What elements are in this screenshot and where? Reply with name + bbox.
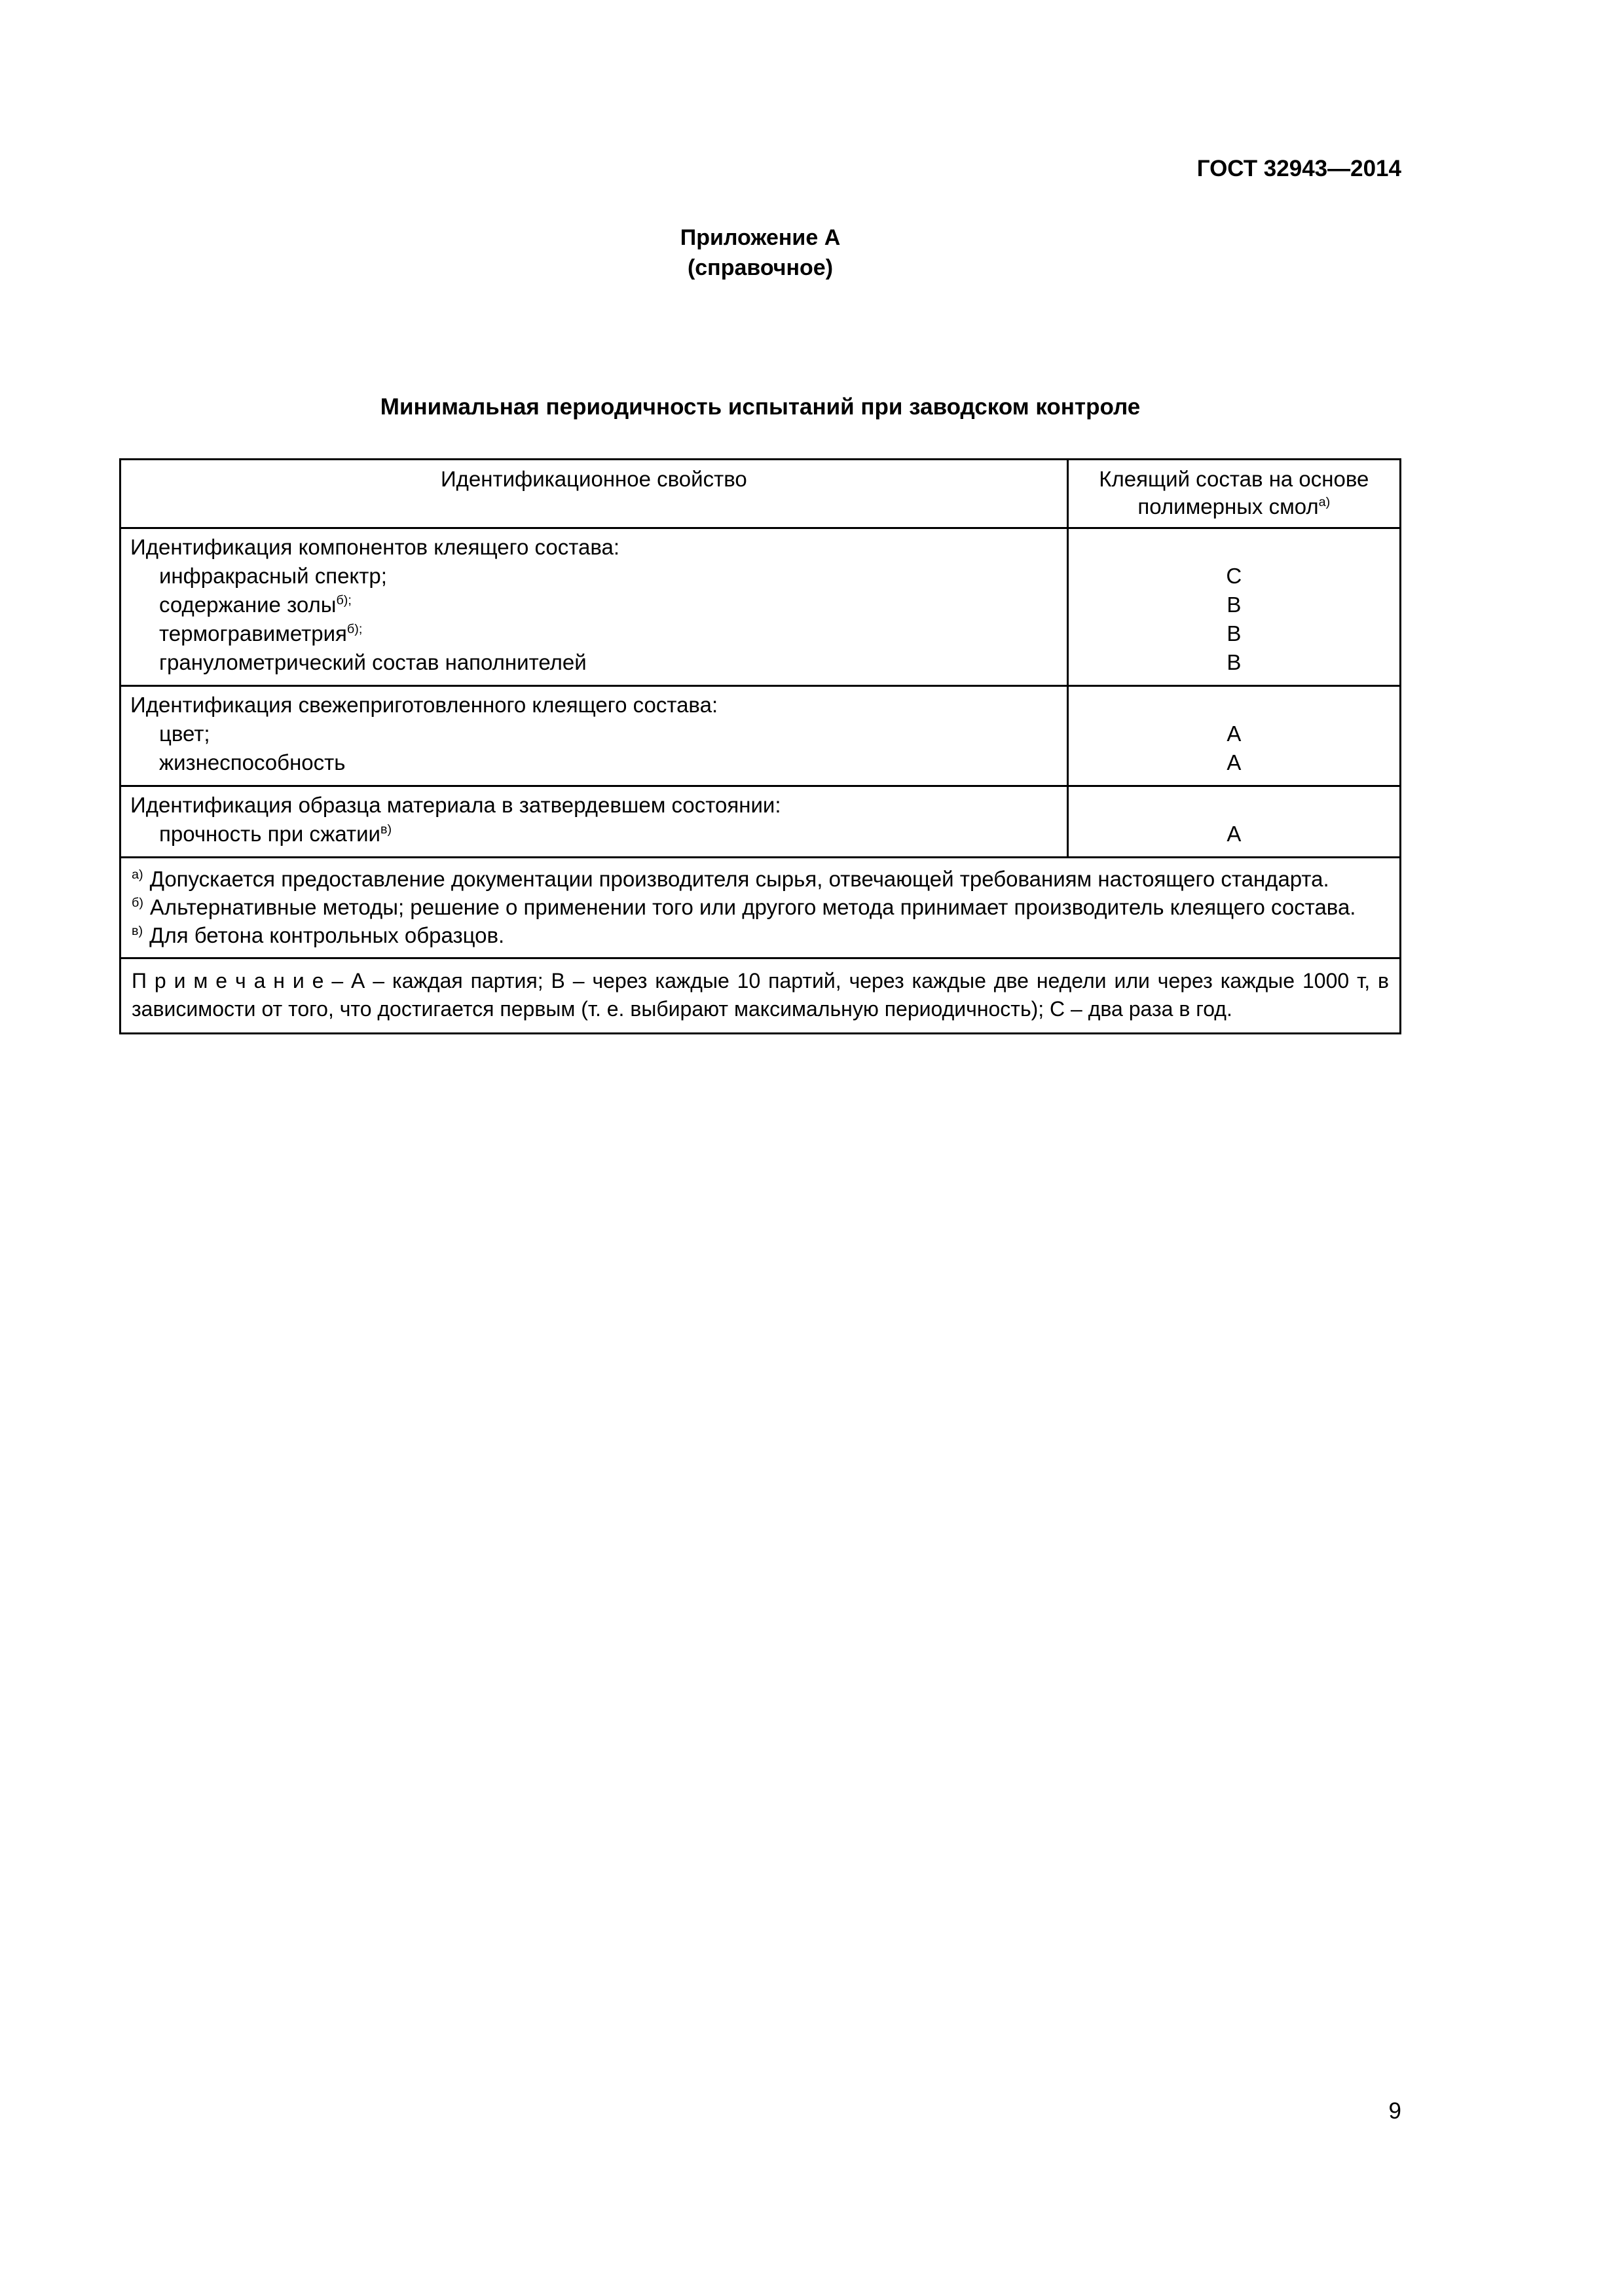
footnote-a: $^{а)}$ Допускается предоставление документации производителя сырья, отвечающей требованиям настоящего стандарта. [132, 867, 1329, 891]
table-row-footnotes [120, 858, 1401, 958]
value-blank [1074, 533, 1394, 562]
col-header-adhesive-line2: полимерных смол$^{а)}$ [1137, 494, 1331, 519]
group-item: жизнеспособность [159, 750, 346, 774]
footnote-marker-b: б) [132, 896, 143, 910]
group-item: прочность при сжатии$^{в)}$ [159, 822, 392, 846]
group-item: цвет; [159, 721, 210, 746]
fresh-mix-property-cell [120, 686, 1068, 786]
group-item: гранулометрический состав наполнителей [159, 650, 587, 674]
fresh-mix-value-cell [1067, 686, 1400, 786]
page-content [119, 156, 1401, 1034]
table-title: Минимальная периодичность испытаний при заводском контроле [380, 394, 1141, 420]
components-property-cell [120, 528, 1068, 686]
table-row-hardened [120, 786, 1401, 858]
components-value-cell [1067, 528, 1400, 686]
annex-subtitle: (справочное) [687, 255, 834, 280]
table-row-components [120, 528, 1401, 686]
group-item: содержание золы$^{б);}$ [159, 592, 352, 617]
footnote-marker-a: а) [132, 867, 143, 882]
value: А [1227, 721, 1242, 746]
annex-heading [119, 223, 1401, 283]
value-blank [1074, 791, 1394, 820]
note-cell: П р и м е ч а н и е – А – каждая партия; В – через каждые 10 партий, через каждые две недели или через каждые 1000 т, в зависимости от того, что достигается первым (т. е. выбирают максимальную периодичность); С – два раза в год. [120, 958, 1401, 1034]
group-category: Идентификация компонентов клеящего состава: [130, 535, 619, 559]
value: В [1227, 592, 1242, 617]
footnote-marker-v: в) [132, 924, 143, 938]
value-blank [1074, 691, 1394, 720]
value: А [1227, 822, 1242, 846]
value: В [1227, 621, 1242, 646]
periodicity-table [119, 458, 1401, 1034]
footnote-marker-b: б); [336, 593, 352, 608]
col-header-property: Идентификационное свойство [120, 460, 1068, 528]
col-header-adhesive [1067, 460, 1400, 528]
footnote-b: $^{б)}$ Альтернативные методы; решение о применении того или другого метода принимает производитель клеящего состава. [132, 895, 1356, 919]
col-header-adhesive-line1: Клеящий состав на основе [1099, 467, 1369, 491]
footnote-marker-a: а) [1318, 495, 1331, 509]
table-row-fresh-mix [120, 686, 1401, 786]
footnote-marker-v: в) [380, 822, 392, 837]
value: А [1227, 750, 1242, 774]
footnote-v: $^{в)}$ Для бетона контрольных образцов. [132, 923, 505, 947]
value: С [1226, 564, 1242, 588]
footnote-marker-b: б); [346, 622, 363, 636]
footnotes-cell [120, 858, 1401, 958]
hardened-property-cell [120, 786, 1068, 858]
document-code: ГОСТ 32943—2014 [1196, 156, 1401, 181]
value: В [1227, 650, 1242, 674]
group-item: термогравиметрия$^{б);}$ [159, 621, 363, 646]
table-header-row [120, 460, 1401, 528]
group-item: инфракрасный спектр; [159, 564, 387, 588]
group-category: Идентификация образца материала в затвердевшем состоянии: [130, 793, 781, 817]
hardened-value-cell [1067, 786, 1400, 858]
group-category: Идентификация свежеприготовленного клеящего состава: [130, 693, 718, 717]
table-row-note [120, 958, 1401, 1034]
annex-title: Приложение А [680, 225, 841, 250]
page-number: 9 [1388, 2098, 1401, 2124]
